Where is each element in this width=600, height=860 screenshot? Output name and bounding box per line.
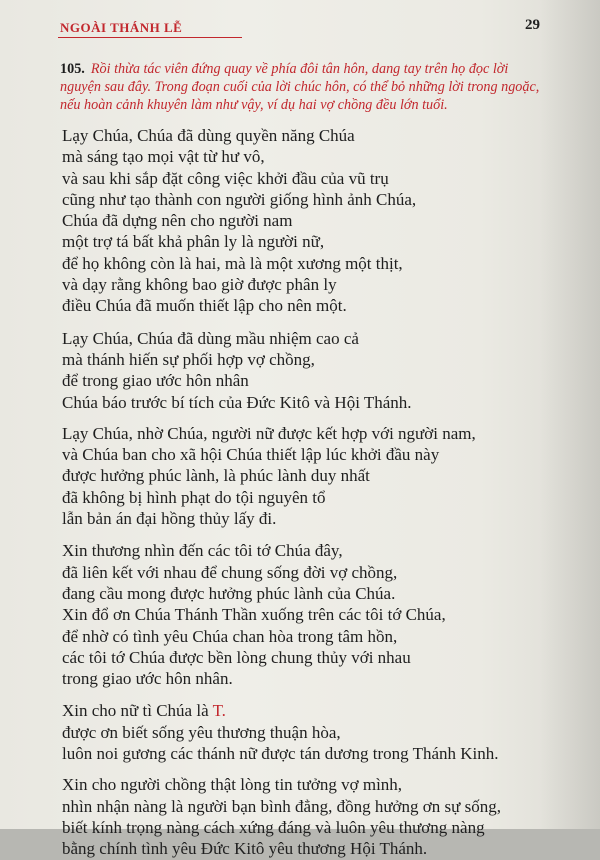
- prayer-line: luôn noi gương các thánh nữ được tán dương trong Thánh Kinh.: [62, 744, 499, 764]
- prayer-line: Chúa đã dựng nên cho người nam: [62, 211, 293, 231]
- prayer-line: đã liên kết với nhau để chung sống đời vợ chồng,: [62, 562, 398, 582]
- prayer-line: Xin đổ ơn Chúa Thánh Thần xuống trên các tôi tớ Chúa,: [62, 605, 446, 625]
- prayer-line: được hưởng phúc lành, là phúc lành duy nhất: [62, 466, 370, 486]
- prayer-line: cũng như tạo thành con người giống hình ảnh Chúa,: [62, 189, 417, 209]
- name-placeholder-mark: T.: [212, 701, 226, 721]
- running-head: NGOÀI THÁNH LỄ: [60, 20, 183, 35]
- prayer-line: điều Chúa đã muốn thiết lập cho nên một.: [62, 296, 347, 316]
- prayer-line: nhìn nhận nàng là người bạn bình đẳng, đồng hưởng ơn sự sống,: [62, 796, 501, 816]
- header-rule: [58, 37, 242, 38]
- prayer-line: Chúa báo trước bí tích của Đức Kitô và Hội Thánh.: [62, 392, 412, 412]
- stanza-4: [62, 540, 552, 689]
- prayer-line: để trong giao ước hôn nhân: [62, 371, 249, 391]
- prayer-line: và dạy rằng không bao giờ được phân ly: [62, 275, 337, 295]
- prayer-line: mà thánh hiến sự phối hợp vợ chồng,: [62, 349, 315, 369]
- prayer-line: và Chúa ban cho xã hội Chúa thiết lập lúc khởi đầu này: [62, 445, 440, 465]
- rubric-number: 105.: [60, 61, 85, 77]
- prayer-line: lẫn bản án đại hồng thủy lấy đi.: [62, 509, 277, 529]
- prayer-line: để họ không còn là hai, mà là một xương một thịt,: [62, 253, 403, 273]
- prayer-line: đã không bị hình phạt do tội nguyên tổ: [62, 487, 326, 507]
- prayer-line: Lạy Chúa, nhờ Chúa, người nữ được kết hợp với người nam,: [62, 423, 476, 443]
- rubric-text: Rồi thừa tác viên đứng quay về phía đôi tân hôn, dang tay trên họ đọc lời nguyện sau đây. Trong đoạn cuối của lời chúc hôn, có thể bỏ những lời trong ngoặc, nếu hoàn cảnh khuyên làm như vậy, ví dụ hai vợ chồng đều lớn tuổi.: [60, 61, 540, 113]
- stanza-3: [62, 423, 552, 529]
- prayer-line: một trợ tá bất khả phân ly là người nữ,: [62, 232, 325, 252]
- page-number: 29: [525, 17, 540, 33]
- prayer-line: Lạy Chúa, Chúa đã dùng quyền năng Chúa: [62, 126, 355, 145]
- prayer-line: trong giao ước hôn nhân.: [62, 669, 233, 689]
- prayer-line: được ơn biết sống yêu thương thuận hòa,: [62, 722, 341, 742]
- prayer-line: [62, 700, 552, 721]
- prayer-line: Xin thương nhìn đến các tôi tớ Chúa đây,: [62, 541, 343, 561]
- page-header: [60, 14, 540, 36]
- prayer-line-text: Xin cho nữ tì Chúa là: [62, 701, 213, 721]
- prayer-line: các tôi tớ Chúa được bền lòng chung thủy với nhau: [62, 647, 411, 667]
- prayer-line: đang cầu mong được hưởng phúc lành của Chúa.: [62, 583, 396, 603]
- prayer-line: bằng chính tình yêu Đức Kitô yêu thương Hội Thánh.: [62, 839, 428, 859]
- stanza-2: [62, 328, 552, 413]
- prayer-text: [62, 125, 552, 860]
- stanza-6: [62, 774, 552, 859]
- prayer-line: mà sáng tạo mọi vật từ hư vô,: [62, 147, 265, 167]
- prayer-line: biết kính trọng nàng cách xứng đáng và luôn yêu thương nàng: [62, 817, 485, 837]
- rubric-instruction: [60, 60, 550, 114]
- prayer-line: để nhờ có tình yêu Chúa chan hòa trong tâm hồn,: [62, 626, 398, 646]
- prayer-line: và sau khi sắp đặt công việc khởi đầu của vũ trụ: [62, 168, 389, 188]
- prayer-line: Xin cho người chồng thật lòng tin tưởng vợ mình,: [62, 775, 403, 795]
- prayer-line: Lạy Chúa, Chúa đã dùng mầu nhiệm cao cả: [62, 328, 359, 348]
- stanza-1: [62, 125, 552, 317]
- stanza-5: [62, 700, 552, 764]
